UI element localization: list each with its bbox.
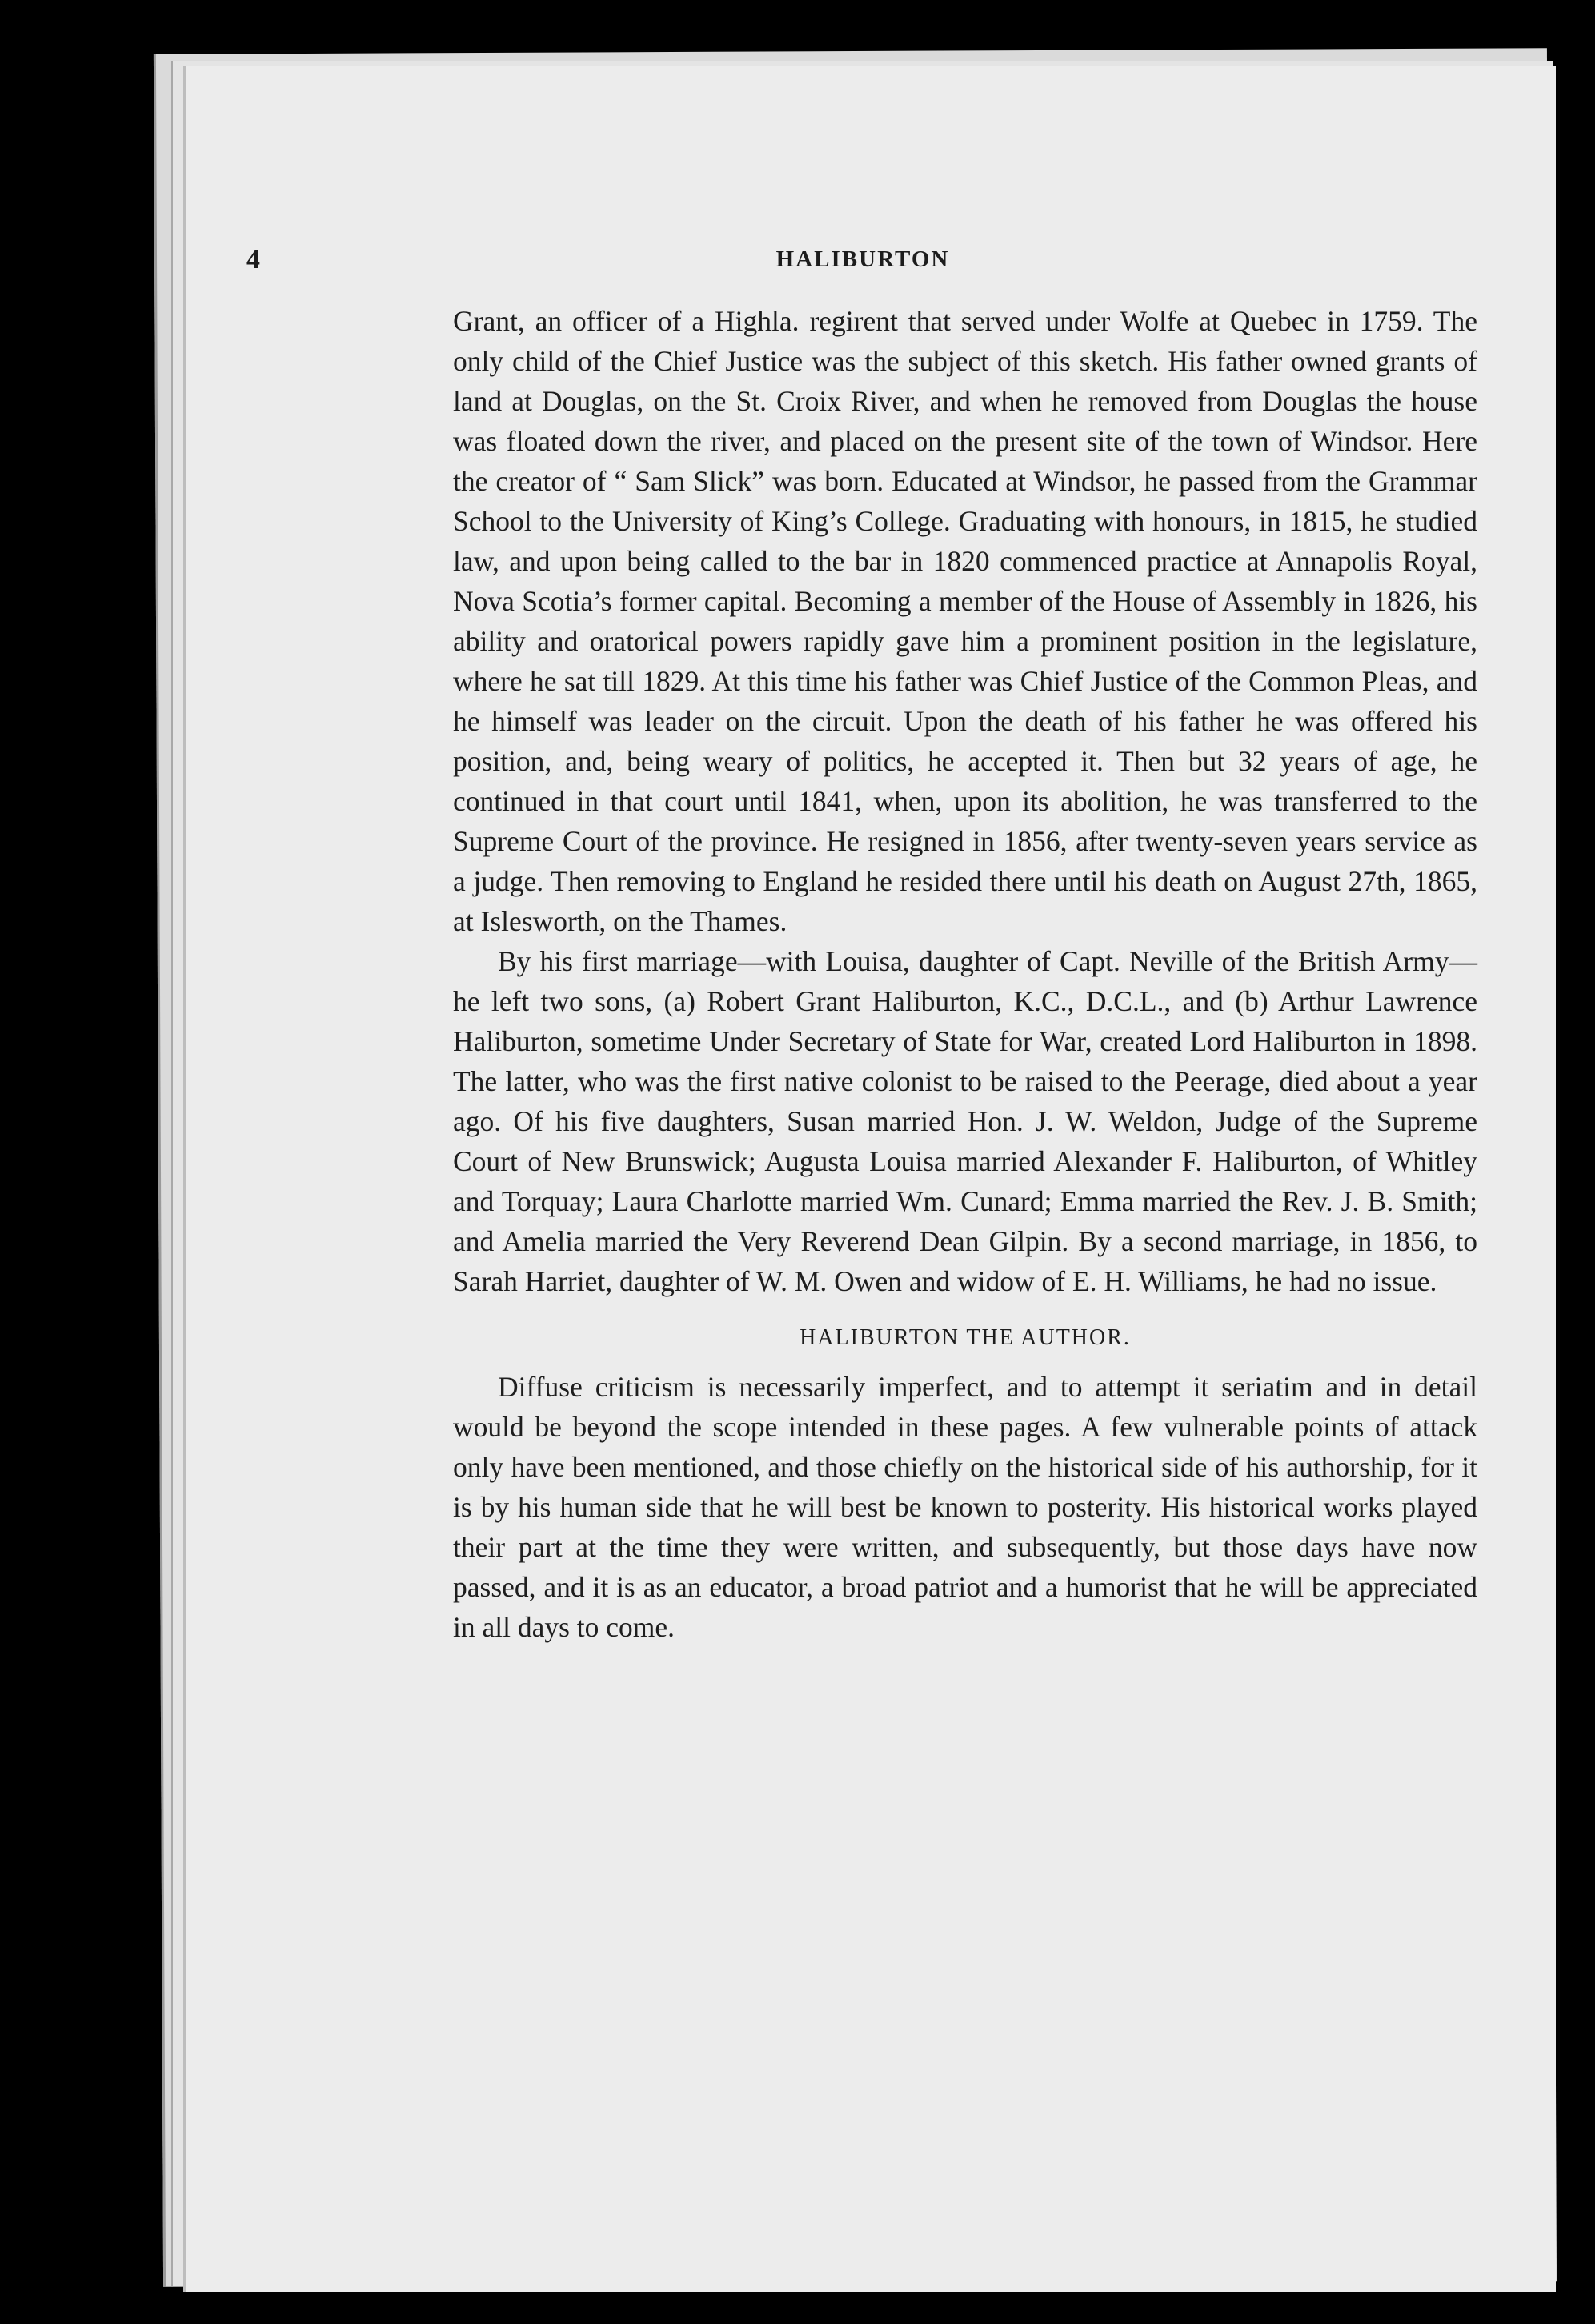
running-title: HALIBURTON [775, 246, 950, 272]
page-number: 4 [246, 245, 260, 274]
section-heading: HALIBURTON THE AUTHOR. [800, 1325, 1131, 1350]
paragraph-biography: Grant, an officer of a Highla. regirent that served under Wolfe at Quebec in 1759. The only child of the Chief Justice was the subject of this sketch. His father owned grants of land at Douglas, on the St. Croix River, and when he removed from Douglas the house was floated down the river, and placed on the present site of the town of Windsor. Here the creator of “ Sam Slick” was born. Educated at Windsor, he passed from the Grammar School to the University of King’s College. Graduating with honours, in 1815, he studied law, and upon being called to the bar in 1820 commenced practice at Annapolis Royal, Nova Scotia’s former capital. Becoming a member of the House of Assembly in 1826, his ability and oratorical powers rapidly gave him a prominent position in the legislature, where he sat till 1829. At this time his father was Chief Justice of the Common Pleas, and he himself was leader on the circuit. Upon the death of his father he was offered his position, and, being weary of politics, he accepted it. Then but 32 years of age, he continued in that court until 1841, when, upon its abolition, he was transferred to the Supreme Court of the province. He resigned in 1856, after twenty-seven years service as a judge. Then removing to England he resided there until his death on August 27th, 1865, at Islesworth, on the Thames. [453, 305, 1477, 937]
paragraph-family: By his first marriage—with Louisa, daughter of Capt. Neville of the British Army—he left two sons, (a) Robert Grant Haliburton, K.C., D.C.L., and (b) Arthur Lawrence Haliburton, sometime Under Secretary of State for War, created Lord Haliburton in 1898. The latter, who was the first native colonist to be raised to the Peerage, died about a year ago. Of his five daughters, Susan married Hon. J. W. Weldon, Judge of the Supreme Court of New Brunswick; Augusta Louisa married Alexander F. Haliburton, of Whitley and Torquay; Laura Charlotte married Wm. Cunard; Emma married the Rev. J. B. Smith; and Amelia married the Very Reverend Dean Gilpin. By a second marriage, in 1856, to Sarah Harriet, daughter of W. M. Owen and widow of E. H. Williams, he had no issue. [453, 945, 1477, 1297]
paragraph-author: Diffuse criticism is necessarily imperfect, and to attempt it seriatim and in detail would be beyond the scope intended in these pages. A few vulnerable points of attack only have been mentioned, and those chiefly on the historical side of his authorship, for it is by his human side that he will best be known to posterity. His historical works played their part at the time they were written, and subsequently, but those days have now passed, and it is as an educator, a broad patriot and a humorist that he will be appreciated in all days to come. [453, 1371, 1477, 1643]
page-header [246, 245, 1479, 285]
text-column [453, 301, 1477, 1647]
